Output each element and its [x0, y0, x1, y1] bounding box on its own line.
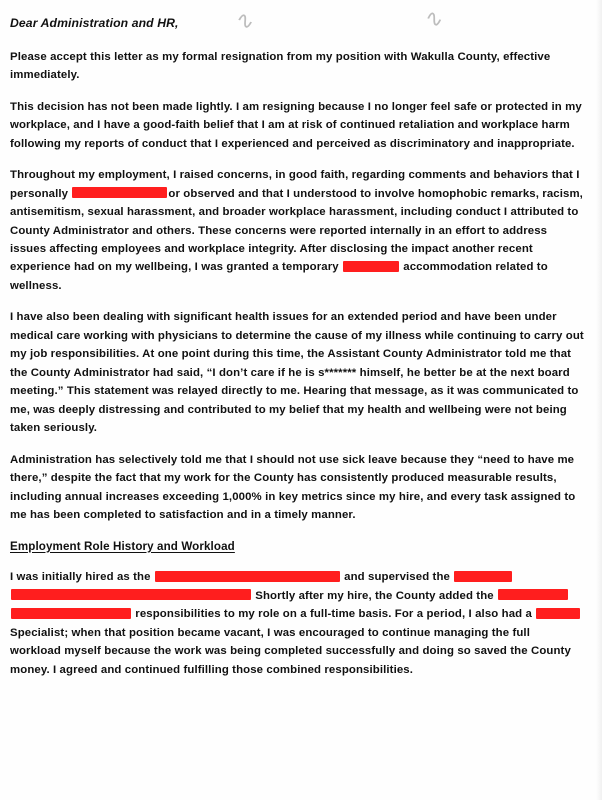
scan-artifact-mark: ∿	[422, 4, 447, 33]
redaction-block	[498, 589, 568, 600]
section-heading-employment-role-history: Employment Role History and Workload	[10, 539, 235, 553]
paragraph-text: accommodation related to wellness.	[10, 261, 548, 292]
redaction-block	[155, 571, 340, 582]
paragraph-text: Shortly after my hire, the County added the	[252, 589, 498, 602]
paragraph-text: This decision has not been made lightly. I am resigning because I no longer feel safe or protected in my workplace, and I have a good-faith belief that I am at risk of continued retaliation and workplace harm following my reports of conduct that I experienced and perceived as discriminatory and inappropriate.	[10, 100, 582, 150]
paragraph-text: Specialist; when that position became vacant, I was encouraged to continue managing the full workload myself because the work was being completed successfully and doing so saved the County money. I agreed and continued fulfilling those combined responsibilities.	[10, 626, 571, 676]
paragraph-text: responsibilities to my role on a full-time basis. For a period, I also had a	[132, 608, 536, 621]
paragraph-resignation-statement	[10, 48, 584, 85]
paragraph-health-issues	[10, 308, 584, 437]
redaction-block	[454, 571, 512, 582]
salutation: Dear Administration and HR,	[10, 16, 179, 30]
scan-artifact-mark: ∿	[232, 5, 259, 36]
redaction-block	[536, 608, 580, 619]
paragraph-text: or observed and that I understood to involve homophobic remarks, racism, antisemitism, sexual harassment, and broader workplace harassment, including conduct I attributed to County Administrator and others. These concerns were reported internally in an effort to address issues affecting employees and workplace integrity. After disclosing the impact another recent experience had on my wellbeing, I was granted a temporary	[10, 187, 583, 274]
redaction-block	[11, 589, 251, 600]
redaction-block	[72, 187, 167, 198]
page-edge-shadow	[596, 0, 602, 800]
paragraph-text: I was initially hired as the	[10, 571, 154, 584]
redaction-block	[11, 608, 131, 619]
paragraph-text: Please accept this letter as my formal resignation from my position with Wakulla County, effective immediately.	[10, 50, 551, 82]
redaction-block	[343, 261, 399, 272]
paragraph-sick-leave	[10, 451, 584, 525]
paragraph-text: and supervised the	[340, 571, 454, 584]
paragraph-concerns-raised	[10, 166, 584, 295]
paragraph-role-history	[10, 568, 584, 679]
paragraph-text: I have also been dealing with significant health issues for an extended period and have been under medical care working with physicians to determine the cause of my illness while continuing to carry out my job responsibilities. At one point during this time, the Assistant County Administrator told me that the County Administrator had said, “I don’t care if he is s******* himself, he better be at the next board meeting.” This statement was relayed directly to me. Hearing that message, as it was communicated to me, was deeply distressing and contributed to my belief that my health and wellbeing were not being taken seriously.	[10, 311, 584, 435]
paragraph-text: Administration has selectively told me that I should not use sick leave because they “need to have me there,” despite the fact that my work for the County has consistently produced measurable results, including annual increases exceeding 1,000% in key metrics since my hire, and every task assigned to me has been completed to satisfaction and in a timely manner.	[10, 453, 576, 522]
paragraph-reason-for-leaving	[10, 98, 584, 153]
paragraph-text: Throughout my employment, I raised concerns, in good faith, regarding comments and behaviors that I personally	[10, 169, 580, 200]
letter-body	[10, 14, 584, 679]
